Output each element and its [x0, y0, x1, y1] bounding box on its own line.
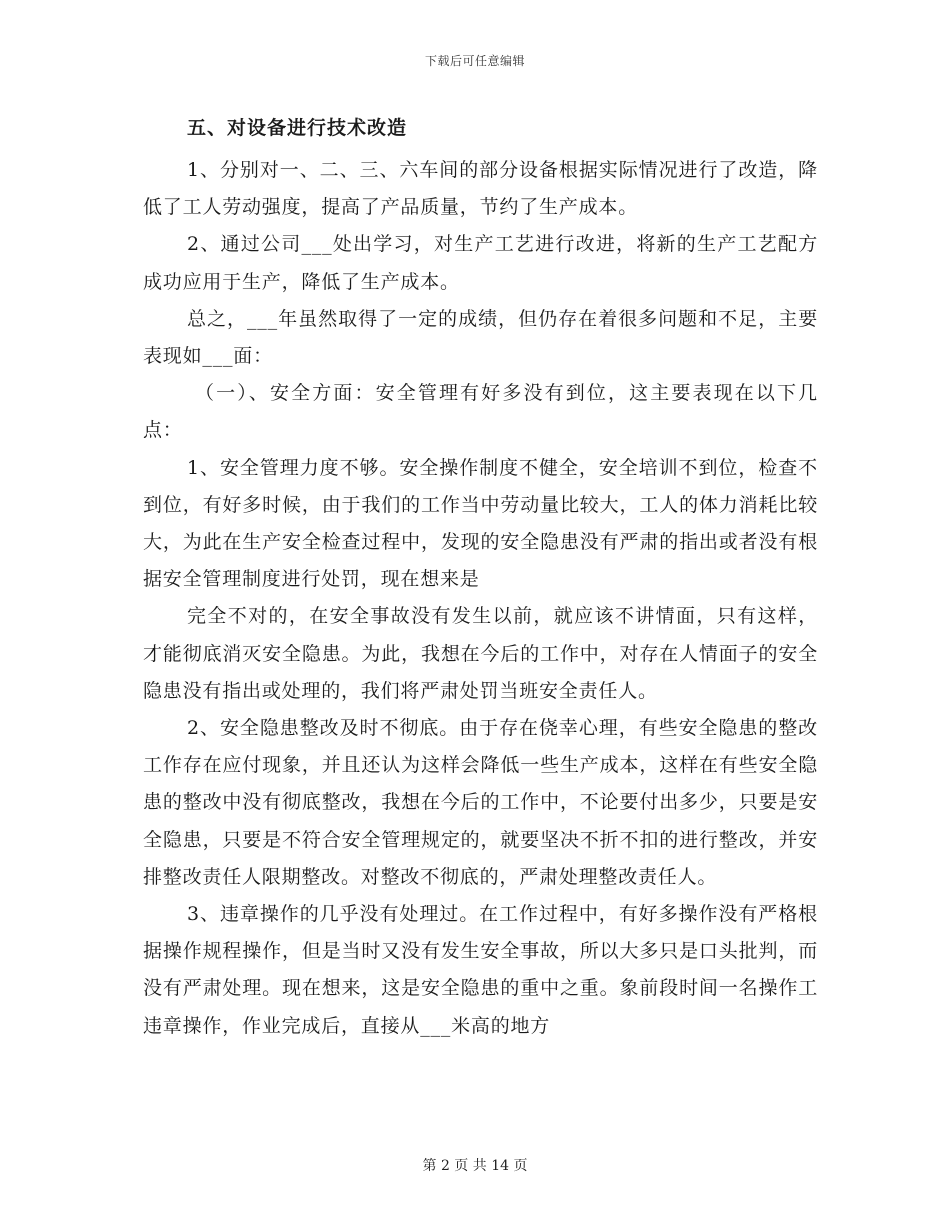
paragraph-process-improvement: 2、通过公司___处出学习，对生产工艺进行改进，将新的生产工艺配方成功应用于生产，降低了生产成本。: [143, 233, 818, 293]
paragraph-equipment-renovation: 1、分别对一、二、三、六车间的部分设备根据实际情况进行了改造，降低了工人劳动强度，提高了产品质量，节约了生产成本。: [143, 159, 818, 219]
paragraph-safety-point-1-cont: 完全不对的，在安全事故没有发生以前，就应该不讲情面，只有这样，才能彻底消灭安全隐患。为此，我想在今后的工作中，对存在人情面子的安全隐患没有指出或处理的，我们将严肃处罚当班安全责任人。: [143, 605, 818, 702]
paragraph-safety-point-1: 1、安全管理力度不够。安全操作制度不健全，安全培训不到位，检查不到位，有好多时候，由于我们的工作当中劳动量比较大，工人的体力消耗比较大，为此在生产安全检查过程中，发现的安全隐患没有严肃的指出或者没有根据安全管理制度进行处罚，现在想来是: [143, 456, 818, 591]
paragraph-safety-point-3: 3、违章操作的几乎没有处理过。在工作过程中，有好多操作没有严格根据操作规程操作，但是当时又没有发生安全事故，所以大多只是口头批判，而没有严肃处理。现在想来，这是安全隐患的重中之重。象前段时间一名操作工违章操作，作业完成后，直接从___米高的地方: [143, 903, 818, 1037]
section-title: 五、对设备进行技术改造: [187, 117, 408, 139]
document-body: [143, 110, 818, 1045]
paragraph-summary: 总之，___年虽然取得了一定的成绩，但仍存在着很多问题和不足，主要表现如___面：: [143, 307, 818, 368]
paragraph-safety-point-2: 2、安全隐患整改及时不彻底。由于存在侥幸心理，有些安全隐患的整改工作存在应付现象，并且还认为这样会降低一些生产成本，这样在有些安全隐患的整改中没有彻底整改，我想在今后的工作中，不论要付出多少，只要是安全隐患，只要是不符合安全管理规定的，就要坚决不折不扣的进行整改，并安排整改责任人限期整改。对整改不彻底的，严肃处理整改责任人。: [143, 717, 818, 888]
page-number-footer: 第 2 页 共 14 页: [422, 1158, 528, 1174]
paragraph-safety-subsection: （一）、安全方面：安全管理有好多没有到位，这主要表现在以下几点：: [143, 382, 818, 442]
page-header-note: 下载后可任意编辑: [424, 54, 525, 68]
